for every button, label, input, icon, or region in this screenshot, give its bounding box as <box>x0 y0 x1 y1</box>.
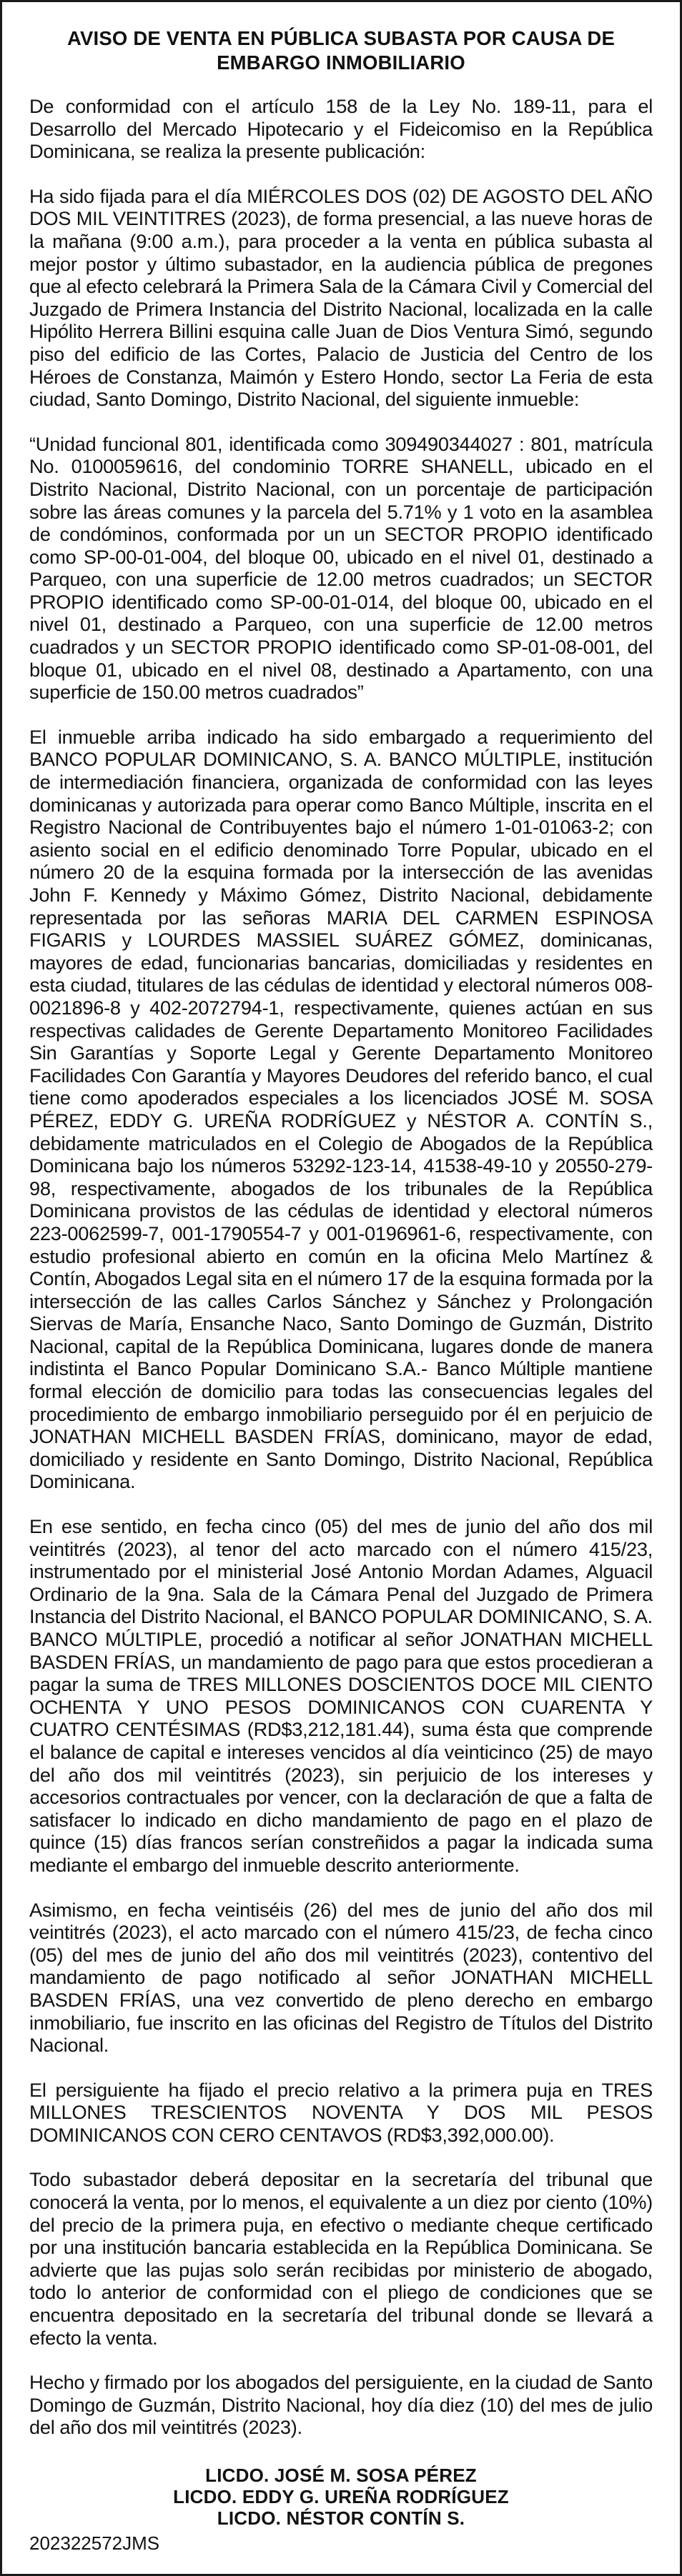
signature-line: LICDO. EDDY G. UREÑA RODRÍGUEZ <box>173 2486 509 2507</box>
notice-paragraph-registration: Asimismo, en fecha veintiséis (26) del mes de junio del año dos mil veintitrés (2023), el acto marcado con el número 415/23, de fecha cinco (05) del mes de junio del año dos mil veintitrés (2023), contentivo del mandamiento de pago notificado al señor JONATHAN MICHELL BASDEN FRÍAS, una vez convertido de pleno derecho en embargo inmobiliario, fue inscrito en las oficinas del Registro de Títulos del Distrito Nacional. <box>29 1898 653 2057</box>
notice-paragraph-intro: De conformidad con el artículo 158 de la Ley No. 189-11, para el Desarrollo del Mercado Hipotecario y el Fideicomiso en la República Dominicana, se realiza la presente publicación: <box>29 95 653 163</box>
notice-paragraph-property-description: “Unidad funcional 801, identificada como 309490344027 : 801, matrícula No. 0100059616, del condominio TORRE SHANELL, ubicado en el Distrito Nacional, Distrito Nacional, con un porcentaje de participación sobre las áreas comunes y la parcela del 5.71% y 1 voto en la asamblea de condóminos, conformada por un un SECTOR PROPIO identificado como SP-00-01-004, del bloque 00, ubicado en el nivel 01, destinado a Parqueo, con una superficie de 12.00 metros cuadrados; un SECTOR PROPIO identificado como SP-00-01-014, del bloque 00, ubicado en el nivel 01, destinado a Parqueo, con una superficie de 12.00 metros cuadrados y un SECTOR PROPIO identificado como SP-01-08-001, del bloque 01, ubicado en el nivel 08, destinado a Apartamento, con una superficie de 150.00 metros cuadrados” <box>29 432 653 704</box>
signature-block <box>29 2465 653 2529</box>
notice-paragraph-payment-order: En ese sentido, en fecha cinco (05) del mes de junio del año dos mil veintitrés (2023), al tenor del acto marcado con el número 415/23, instrumentado por el ministerial José Antonio Mordan Adames, Alguacil Ordinario de la 9na. Sala de la Cámara Penal del Juzgado de Primera Instancia del Distrito Nacional, el BANCO POPULAR DOMINICANO, S. A. BANCO MÚLTIPLE, procedió a notificar al señor JONATHAN MICHELL BASDEN FRÍAS, un mandamiento de pago para que estos procedieran a pagar la suma de TRES MILLONES DOSCIENTOS DOCE MIL CIENTO OCHENTA Y UNO PESOS DOMINICANOS CON CUARENTA Y CUATRO CENTÉSIMAS (RD$3,212,181.44), suma ésta que comprende el balance de capital e intereses vencidos al día veinticinco (25) de mayo del año dos mil veintitrés (2023), sin perjuicio de los intereses y accesorios contractuales por vencer, con la declaración de que a falta de satisfacer lo indicado en dicho mandamiento de pago en el plazo de quince (15) días francos serían constreñidos a pagar la indicada suma mediante el embargo del inmueble descrito anteriormente. <box>29 1515 653 1876</box>
notice-paragraph-auction-date: Ha sido fijada para el día MIÉRCOLES DOS (02) DE AGOSTO DEL AÑO DOS MIL VEINTITRES (2023), de forma presencial, a las nueve horas de la mañana (9:00 a.m.), para proceder a la venta en pública subasta al mejor postor y último subastador, en la audiencia pública de pregones que al efecto celebrará la Primera Sala de la Cámara Civil y Comercial del Juzgado de Primera Instancia del Distrito Nacional, localizada en la calle Hipólito Herrera Billini esquina calle Juan de Dios Ventura Simó, segundo piso del edificio de las Cortes, Palacio de Justicia del Centro de los Héroes de Constanza, Maimón y Estero Hondo, sector La Feria de esta ciudad, Santo Domingo, Distrito Nacional, del siguiente inmueble: <box>29 184 653 411</box>
notice-title: AVISO DE VENTA EN PÚBLICA SUBASTA POR CAUSA DE EMBARGO INMOBILIARIO <box>66 27 615 74</box>
notice-paragraph-signed-date: Hecho y firmado por los abogados del persiguiente, en la ciudad de Santo Domingo de Guzmán, Distrito Nacional, hoy día diez (10) del mes de julio del año dos mil veintitrés (2023). <box>29 2371 653 2439</box>
signature-line: LICDO. NÉSTOR CONTÍN S. <box>217 2507 465 2529</box>
notice-paragraph-seizing-party: El inmueble arriba indicado ha sido embargado a requerimiento del BANCO POPULAR DOMINICANO, S. A. BANCO MÚLTIPLE, institución de intermediación financiera, organizada de conformidad con las leyes dominicanas y autorizada para operar como Banco Múltiple, inscrita en el Registro Nacional de Contribuyentes bajo el número 1-01-01063-2; con asiento social en el edificio denominado Torre Popular, ubicado en el número 20 de la esquina formada por la intersección de las avenidas John F. Kennedy y Máximo Gómez, Distrito Nacional, debidamente representada por las señoras MARIA DEL CARMEN ESPINOSA FIGARIS y LOURDES MASSIEL SUÁREZ GÓMEZ, dominicanas, mayores de edad, funcionarias bancarias, domiciliadas y residentes en esta ciudad, titulares de las cédulas de identidad y electoral números 008-0021896-8 y 402-2072794-1, respectivamente, quienes actúan en sus respectivas calidades de Gerente Departamento Monitoreo Facilidades Sin Garantías y Soporte Legal y Gerente Departamento Monitoreo Facilidades Con Garantía y Mayores Deudores del referido banco, el cual tiene como apoderados especiales a los licenciados JOSÉ M. SOSA PÉREZ, EDDY G. UREÑA RODRÍGUEZ y NÉSTOR A. CONTÍN S., debidamente matriculados en el Colegio de Abogados de la República Dominicana bajo los números 53292-123-14, 41538-49-10 y 20550-279-98, respectivamente, abogados de los tribunales de la República Dominicana provistos de las cédulas de identidad y electoral números 223-0062599-7, 001-1790554-7 y 001-0196961-6, respectivamente, con estudio profesional abierto en común en la oficina Melo Martínez & Contín, Abogados Legal sita en el número 17 de la esquina formada por la intersección de las calles Carlos Sánchez y Sánchez y Prolongación Siervas de María, Ensanche Naco, Santo Domingo de Guzmán, Distrito Nacional, capital de la República Dominicana, lugares donde de manera indistinta el Banco Popular Dominicano S.A.- Banco Múltiple mantiene formal elección de domicilio para todas las consecuencias legales del procedimiento de embargo inmobiliario perseguido por él en perjuicio de JONATHAN MICHELL BASDEN FRÍAS, dominicano, mayor de edad, domiciliado y residente en Santo Domingo, Distrito Nacional, República Dominicana. <box>29 725 653 1493</box>
reference-code: 202322572JMS <box>29 2532 160 2554</box>
signature-line: LICDO. JOSÉ M. SOSA PÉREZ <box>205 2465 477 2486</box>
notice-paragraph-first-bid-price: El persiguiente ha fijado el precio relativo a la primera puja en TRES MILLONES TRESCIENTOS NOVENTA Y DOS MIL PESOS DOMINICANOS CON CERO CENTAVOS (RD$3,392,000.00). <box>29 2078 653 2146</box>
notice-paragraph-deposit-terms: Todo subastador deberá depositar en la secretaría del tribunal que conocerá la venta, por lo menos, el equivalente a un diez por ciento (10%) del precio de la primera puja, en efectivo o mediante cheque certificado por una institución bancaria establecida en la República Dominicana. Se advierte que las pujas solo serán recibidas por ministerio de abogado, todo lo anterior de conformidad con el pliego de condiciones que se encuentra depositado en la secretaría del tribunal donde se llevará a efecto la venta. <box>29 2168 653 2349</box>
